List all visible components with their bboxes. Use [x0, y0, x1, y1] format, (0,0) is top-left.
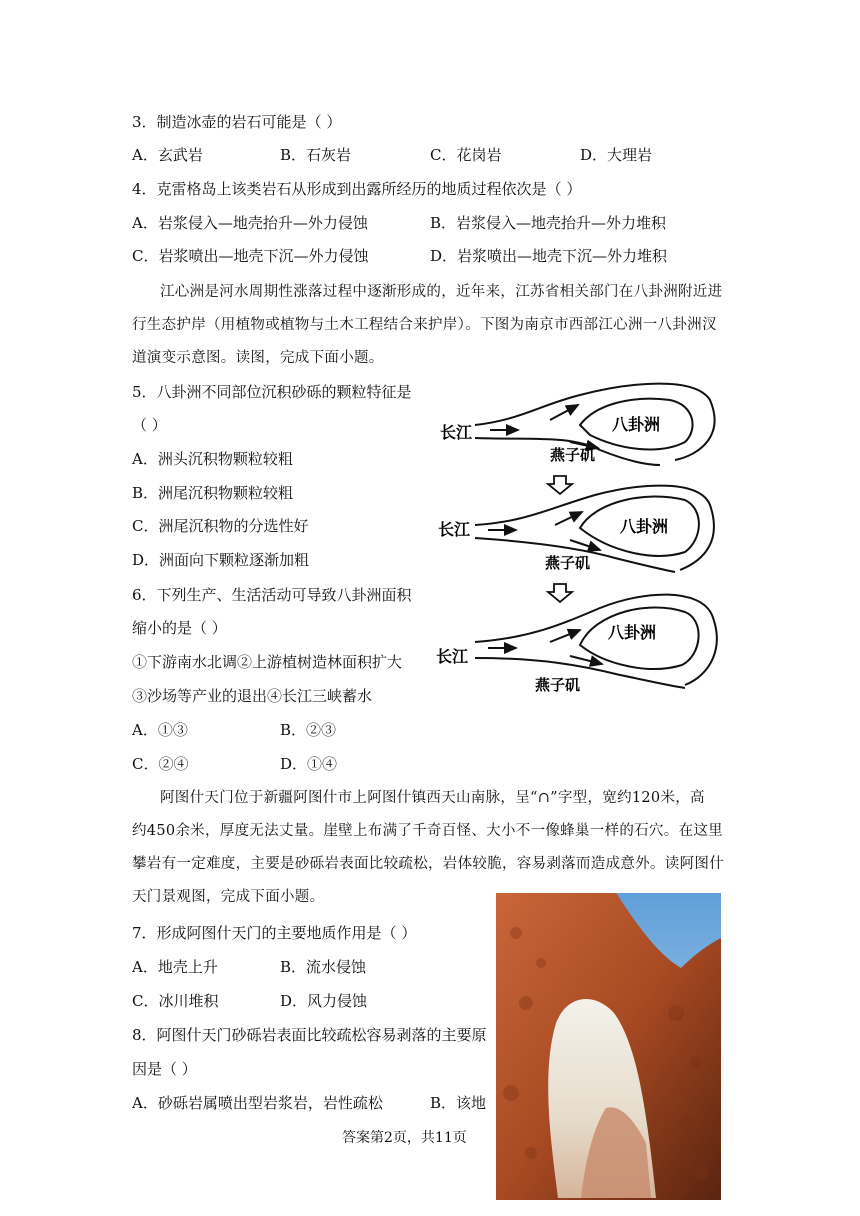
q3-stem: 3．制造冰壶的岩石可能是（ ）	[132, 113, 342, 131]
q8-option-b-partial: B．该地	[430, 1094, 487, 1112]
diagram1-upper-arrow	[550, 405, 578, 420]
diagram3-rock-label: 燕子矶	[535, 676, 581, 694]
q4-option-c: C．岩浆喷出—地壳下沉—外力侵蚀	[132, 247, 369, 265]
q3-option-d: D．大理岩	[580, 146, 653, 164]
q8-stem: 8．阿图什天门砂砾岩表面比较疏松容易剥落的主要原	[132, 1026, 487, 1044]
down-arrow-icon	[548, 476, 572, 494]
diagram1-rock-label: 燕子矶	[550, 446, 596, 464]
q4-option-b: B．岩浆侵入—地壳抬升—外力堆积	[430, 214, 667, 232]
q5-option-d: D．洲面向下颗粒逐渐加粗	[132, 551, 310, 569]
q6-option-d: D．①④	[280, 755, 338, 773]
passage1-line-2: 行生态护岸（用植物或植物与土木工程结合来护岸）。下图为南京市西部江心洲一八卦洲汊	[132, 317, 717, 333]
q7-option-b: B．流水侵蚀	[280, 958, 367, 976]
passage1-line-3: 道演变示意图。读图，完成下面小题。	[132, 350, 384, 366]
page-footer: 答案第2页，共11页	[342, 1130, 467, 1146]
q8-stem-cont: 因是（ ）	[132, 1060, 197, 1078]
q6-option-b: B．②③	[280, 721, 337, 739]
diagram2-island-label: 八卦洲	[620, 517, 669, 536]
q4-option-a: A．岩浆侵入—地壳抬升—外力侵蚀	[132, 214, 368, 232]
q8-option-a: A．砂砾岩属喷出型岩浆岩，岩性疏松	[132, 1094, 383, 1112]
q7-option-c: C．冰川堆积	[132, 992, 219, 1010]
passage2-line-4: 天门景观图，完成下面小题。	[132, 889, 325, 905]
passage2-line-3: 攀岩有一定难度，主要是砂砾岩表面比较疏松，岩体较脆，容易剥落而造成意外。读阿图什	[132, 856, 724, 872]
river-evolution-diagram	[430, 380, 720, 700]
q5-stem: 5．八卦洲不同部位沉积砂砾的颗粒特征是	[132, 383, 412, 401]
q5-option-b: B．洲尾沉积物颗粒较粗	[132, 484, 294, 502]
q5-stem-cont: （ ）	[132, 416, 167, 434]
q6-option-c: C．②④	[132, 755, 189, 773]
diagram2-upper-arrow	[555, 512, 582, 525]
diagram3-lower-arrow	[570, 656, 602, 664]
q3-option-b: B．石灰岩	[280, 146, 352, 164]
q7-option-d: D．风力侵蚀	[280, 992, 368, 1010]
diagram2-river-label: 长江	[438, 520, 471, 539]
passage2-line-2: 约450余米，厚度无法丈量。崖壁上布满了千奇百怪、大小不一像蜂巢一样的石穴。在这里	[132, 823, 723, 839]
q4-stem: 4．克雷格岛上该类岩石从形成到出露所经历的地质过程依次是（ ）	[132, 180, 582, 198]
q5-option-c: C．洲尾沉积物的分选性好	[132, 517, 309, 535]
q3-option-c: C．花岗岩	[430, 146, 502, 164]
q3-option-a: A．玄武岩	[132, 146, 203, 164]
q6-stem: 6．下列生产、生活活动可导致八卦洲面积	[132, 586, 412, 604]
diagram3-upper-arrow	[550, 630, 580, 642]
q6-option-a: A．①③	[132, 721, 188, 739]
passage1-line-1: 江心洲是河水周期性涨落过程中逐渐形成的，近年来，江苏省相关部门在八卦洲附近进	[160, 284, 723, 300]
diagram1-island-label: 八卦洲	[612, 415, 661, 434]
diagram2-rock-label: 燕子矶	[545, 554, 591, 572]
q5-option-a: A．洲头沉积物颗粒较粗	[132, 450, 293, 468]
q6-choice-line-1: ①下游南水北调②上游植树造林面积扩大	[132, 653, 403, 671]
q7-stem: 7．形成阿图什天门的主要地质作用是（ ）	[132, 924, 417, 942]
diagram3-river-label: 长江	[436, 647, 469, 666]
q7-option-a: A．地壳上升	[132, 958, 218, 976]
diagram3-island-label: 八卦洲	[608, 623, 657, 642]
passage2-line-1: 阿图什天门位于新疆阿图什市上阿图什镇西天山南脉，呈“∩”字型，宽约120米，高	[160, 790, 705, 806]
diagram1-river-label: 长江	[440, 423, 473, 442]
rock-arch-photo	[496, 893, 721, 1200]
diagram3-outer-bank	[475, 595, 717, 685]
q6-choice-line-2: ③沙场等产业的退出④长江三峡蓄水	[132, 687, 373, 705]
q4-option-d: D．岩浆喷出—地壳下沉—外力堆积	[430, 247, 668, 265]
down-arrow-icon	[548, 584, 572, 602]
q6-stem-cont: 缩小的是（ ）	[132, 619, 227, 637]
